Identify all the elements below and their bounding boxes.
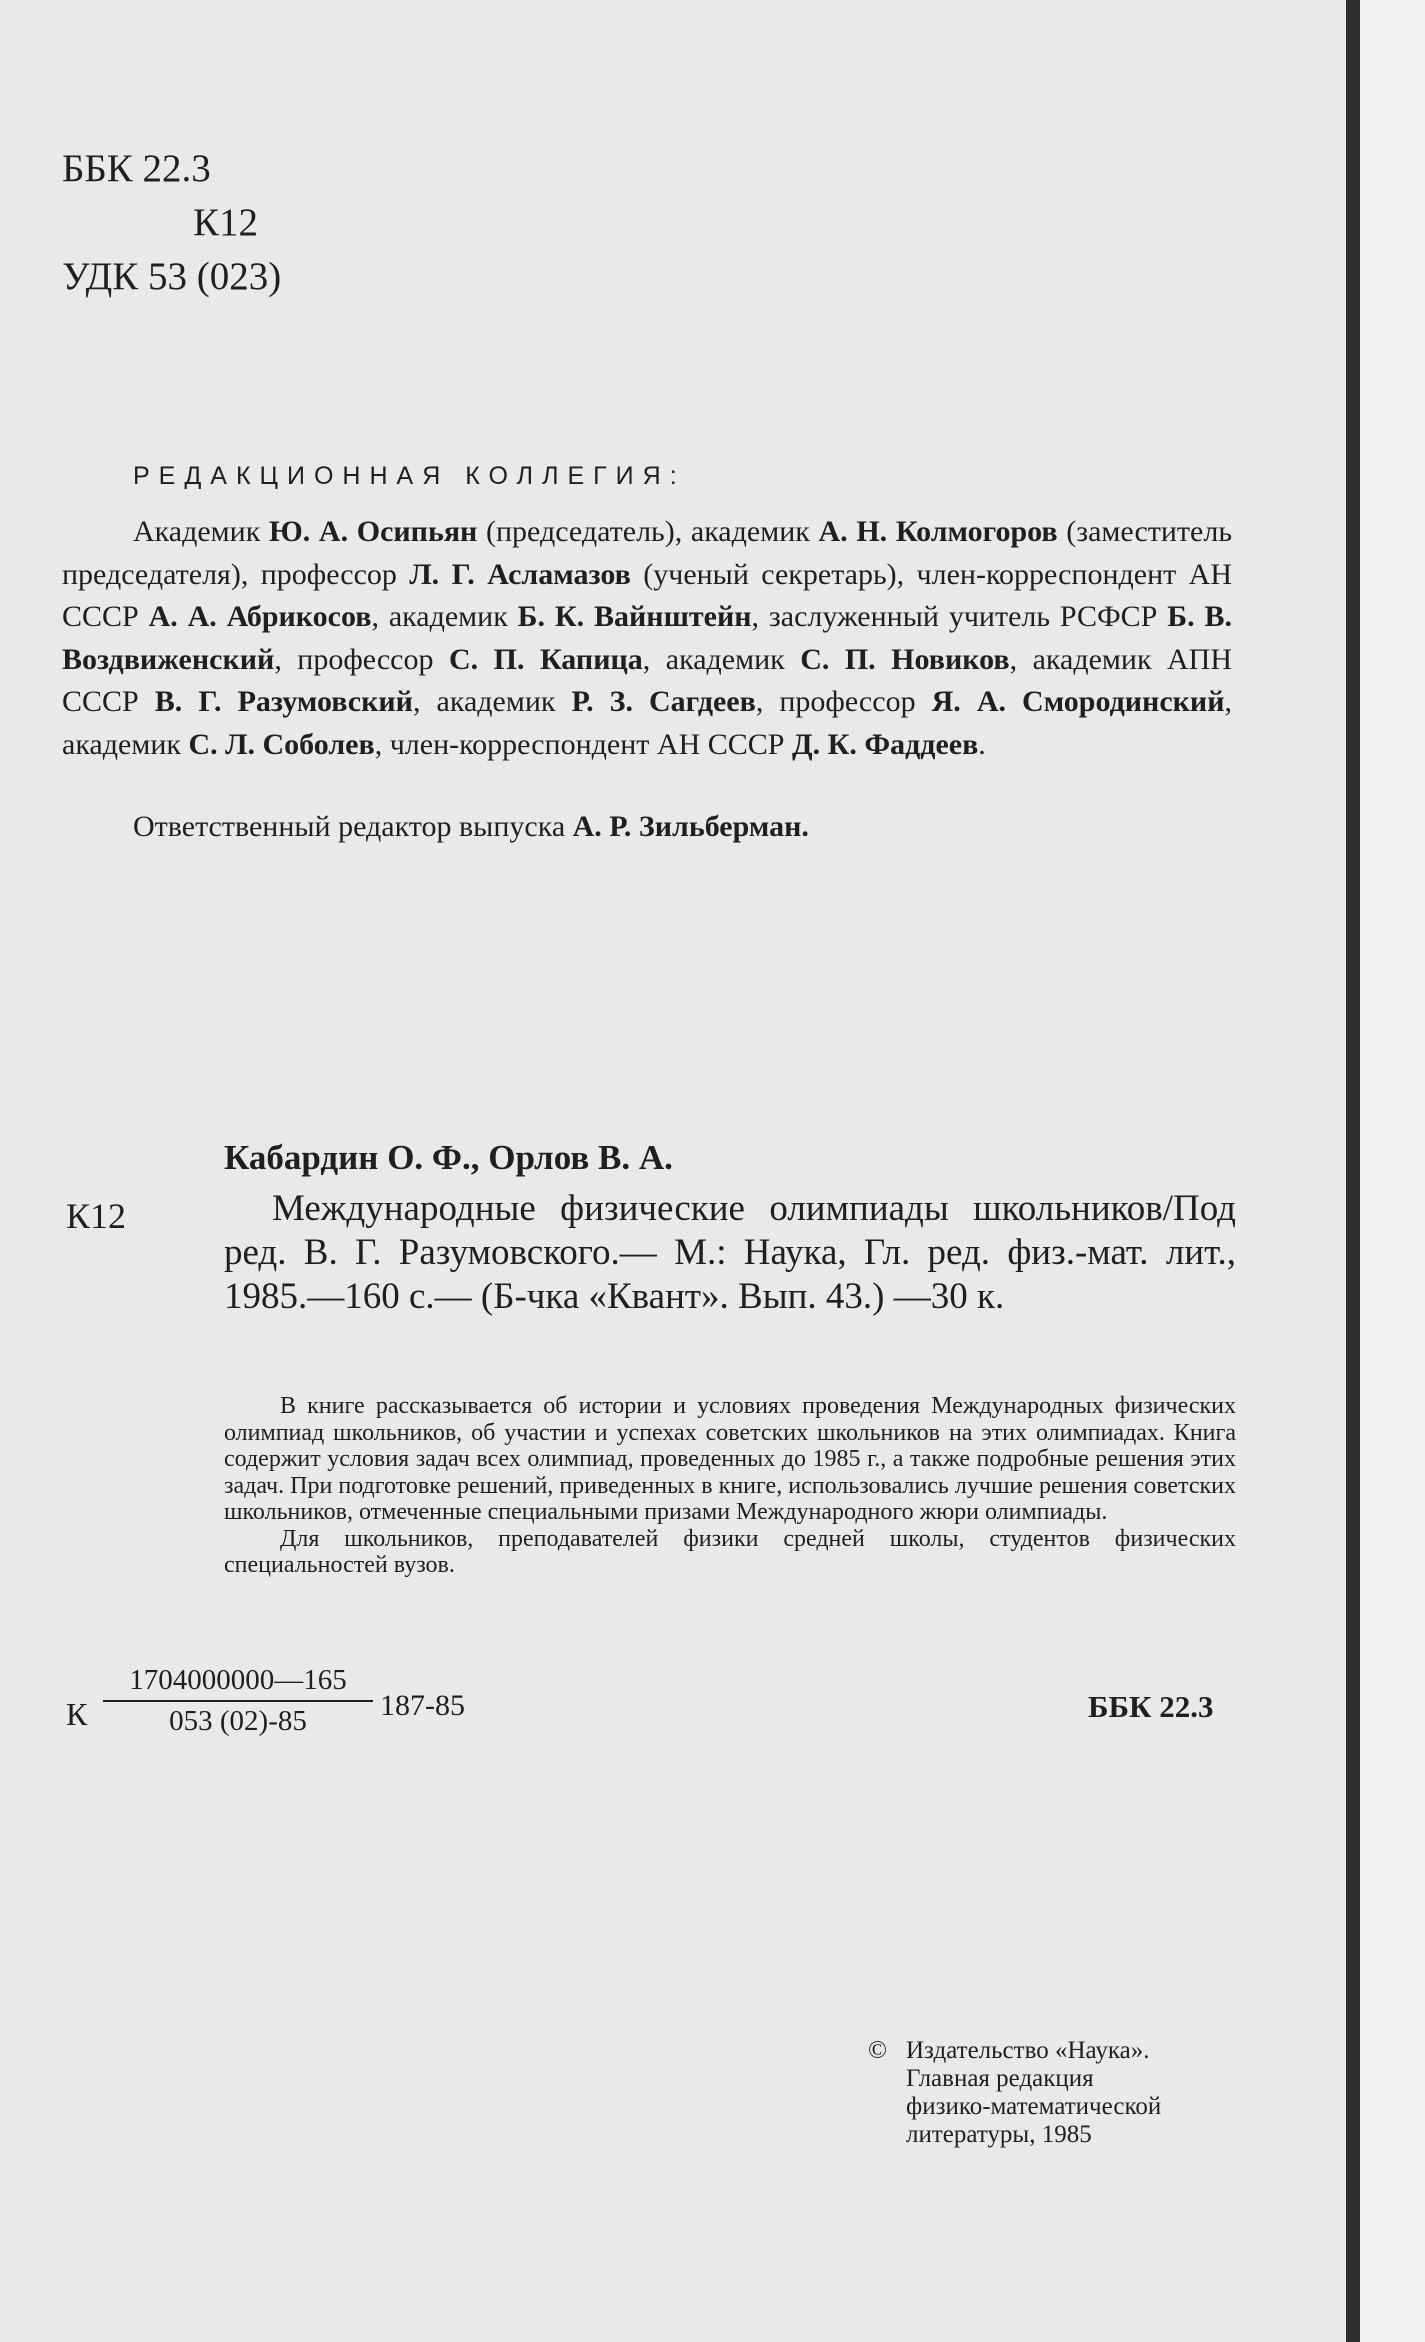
member-role: (председатель), академик [477,515,819,548]
responsible-editor-label: Ответственный редактор выпуска [133,810,573,843]
member-name: Б. К. Вайнштейн [517,600,752,633]
member-role: , профессор [274,642,449,676]
member-name: Я. А. Смородинский [931,685,1225,718]
publication-index-fraction [103,1664,373,1738]
member-name: С. П. Новиков [800,642,1010,676]
member-name: А. А. Абрикосов [148,600,372,633]
author-sign-code: К12 [193,201,259,244]
member-role: , член-корреспондент АН СССР [374,727,792,761]
member-role: , заслуженный учитель РСФСР [751,600,1168,633]
fraction-line [103,1700,373,1702]
member-role: , академик [412,685,572,718]
book-authors: Кабардин О. Ф., Орлов В. А. [224,1138,673,1177]
member-name: Р. З. Сагдеев [571,685,756,718]
member-name: В. Г. Разумовский [154,685,413,718]
responsible-editor [133,810,1232,844]
index-suffix: 187-85 [380,1689,465,1722]
copyright-notice [868,2037,1161,2149]
editorial-board-heading: РЕДАКЦИОННАЯ КОЛЛЕГИЯ: [133,462,686,490]
publisher-line: Главная редакция [906,2065,1094,2092]
annotation-paragraph: Для школьников, преподавателей физики средней школы, студентов физических специальностей вузов. [224,1525,1236,1578]
editorial-board-members [62,511,1232,766]
member-name: С. П. Капица [448,642,643,676]
member-name: Д. К. Фаддеев [791,727,979,761]
publisher-name: Издательство «Наука». [906,2037,1150,2064]
udk-code: УДК 53 (023) [62,255,282,298]
bbk-code: ББК 22.3 [62,147,211,190]
member-role: (ученый секретарь), член-корреспондент АН СССР [62,557,1232,633]
member-name: Л. Г. Асламазов [409,557,631,591]
member-name: Б. В. Воздвиженский [62,600,1232,676]
book-annotation [224,1393,1236,1579]
member-name: С. Л. Соболев [188,727,375,761]
index-denominator: 053 (02)-85 [169,1705,307,1737]
member-role: , академик АПН СССР [62,642,1232,718]
catalog-code: К12 [66,1196,127,1236]
index-letter: К [66,1696,88,1732]
index-numerator: 1704000000—165 [129,1664,347,1696]
member-role: (заместитель председателя), профессор [62,515,1233,591]
page-edge-shadow [1346,0,1360,2342]
bibliographic-description: Международные физические олимпиады школьников/Под ред. В. Г. Разумовского.— М.: Наука, Гл. ред. физ.-мат. лит., 1985.—160 с.— (Б-чка «Квант». Вып. 43.) —30 к. [224,1188,1236,1317]
member-role: , академик [371,600,518,633]
member-role: , профессор [755,685,932,718]
member-end: . [978,727,986,761]
editorial-board [62,462,1232,844]
publisher-line: физико-математической [906,2093,1162,2120]
member-role: , академик [642,642,801,676]
member-name: А. Н. Колмогоров [818,515,1058,548]
publisher-line: литературы, 1985 [906,2121,1092,2148]
member-role: , академик [62,685,1232,761]
member-name: Ю. А. Осипьян [268,515,478,548]
member-title: Академик [133,515,269,548]
responsible-editor-name: А. Р. Зильберман. [572,810,809,843]
classification-codes [62,142,281,304]
bbk-code-bottom: ББК 22.3 [1088,1689,1214,1724]
annotation-paragraph: В книге рассказывается об истории и условиях проведения Международных физических олимпиад школьников, об участии и успехах советских школьников на этих олимпиадах. Книга содержит условия задач всех олимпиад, проведенных до 1985 г., а также подробные решения этих задач. При подготовке решений, приведенных в книге, использовались лучшие решения советских школьников, отмеченные специальными призами Международного жюри олимпиады. [224,1393,1236,1525]
copyright-icon: © [868,2037,887,2064]
scan-margin [1360,0,1425,2342]
